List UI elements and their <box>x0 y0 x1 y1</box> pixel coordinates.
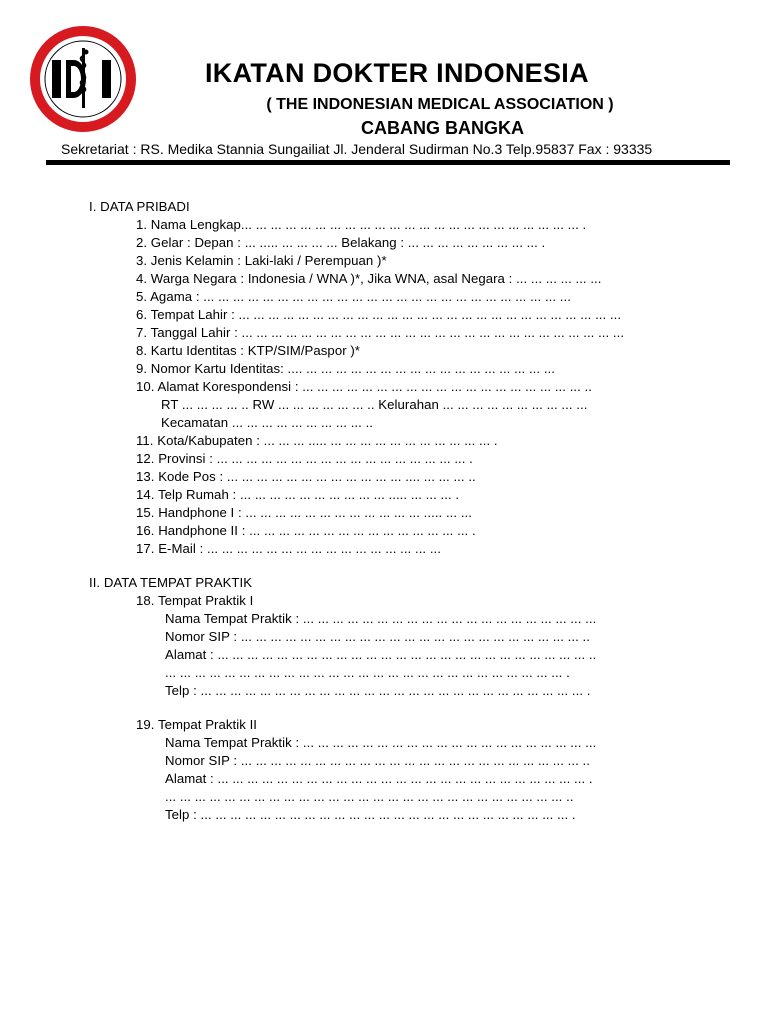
field-birth-place: 6. Tempat Lahir : ... ... ... ... ... ... ... ... ... ... ... ... ... ... ... ... ... ... ... ... ... ... ... ... ... ... <box>136 307 622 322</box>
practice-1-address-cont: ... ... ... ... ... ... ... ... ... ... ... ... ... ... ... ... ... ... ... ... ... ... ... ... ... ... ... . <box>165 665 570 680</box>
field-full-name: 1. Nama Lengkap... ... ... ... ... ... ... ... ... ... ... ... ... ... ... ... ... ... ... ... ... ... ... . <box>136 217 587 232</box>
practice-1-address: Alamat : ... ... ... ... ... ... ... ... ... ... ... ... ... ... ... ... ... ... ... ... ... ... ... ... ... .. <box>165 647 597 662</box>
field-address-rt-rw: RT ... ... ... ... .. RW ... ... ... ... ... ... .. Kelurahan ... ... ... ... ... ... ... ... ... ... <box>161 397 588 412</box>
field-id-number: 9. Nomor Kartu Identitas: .... ... ... ... ... ... ... ... ... ... ... ... ... ... ... ... ... ... <box>136 361 555 376</box>
field-handphone-1: 15. Handphone I : ... ... ... ... ... ... ... ... ... ... ... ... ..... ... ... <box>136 505 472 520</box>
section-title-personal-data: I. DATA PRIBADI <box>89 199 190 214</box>
field-id-card: 8. Kartu Identitas : KTP/SIM/Paspor )* <box>136 343 360 358</box>
practice-1-sip: Nomor SIP : ... ... ... ... ... ... ... ... ... ... ... ... ... ... ... ... ... ... ... ... ... ... ... .. <box>165 629 590 644</box>
practice-1-name: Nama Tempat Praktik : ... ... ... ... ... ... ... ... ... ... ... ... ... ... ... ... ... ... ... ... <box>165 611 597 626</box>
field-birth-date: 7. Tanggal Lahir : ... ... ... ... ... ... ... ... ... ... ... ... ... ... ... ... ... ... ... ... ... ... ... ... ... ... <box>136 325 625 340</box>
field-religion: 5. Agama : ... ... ... ... ... ... ... ... ... ... ... ... ... ... ... ... ... ... ... ... ... ... ... ... ... <box>136 289 571 304</box>
header-divider <box>46 160 730 165</box>
org-subtitle: ( THE INDONESIAN MEDICAL ASSOCIATION ) <box>266 96 614 113</box>
practice-1-heading: 18. Tempat Praktik I <box>136 593 254 608</box>
idi-logo <box>30 26 136 132</box>
org-branch: CABANG BANGKA <box>361 118 524 138</box>
practice-2-phone: Telp : ... ... ... ... ... ... ... ... ... ... ... ... ... ... ... ... ... ... ... ... ... ... ... ... ... . <box>165 807 576 822</box>
practice-2-address: Alamat : ... ... ... ... ... ... ... ... ... ... ... ... ... ... ... ... ... ... ... ... ... ... ... ... ... . <box>165 771 593 786</box>
field-gender: 3. Jenis Kelamin : Laki-laki / Perempuan )* <box>136 253 387 268</box>
field-city: 11. Kota/Kabupaten : ... ... ... ..... ... ... ... ... ... ... ... ... ... ... ... . <box>136 433 498 448</box>
practice-2-name: Nama Tempat Praktik : ... ... ... ... ... ... ... ... ... ... ... ... ... ... ... ... ... ... ... ... <box>165 735 597 750</box>
org-title: IKATAN DOKTER INDONESIA <box>205 58 589 88</box>
practice-2-address-cont: ... ... ... ... ... ... ... ... ... ... ... ... ... ... ... ... ... ... ... ... ... ... ... ... ... ... ... .. <box>165 789 574 804</box>
field-address: 10. Alamat Korespondensi : ... ... ... ... ... ... ... ... ... ... ... ... ... ... ... ... ... ... ... .. <box>136 379 592 394</box>
field-handphone-2: 16. Handphone II : ... ... ... ... ... ... ... ... ... ... ... ... ... ... ... . <box>136 523 476 538</box>
field-postal-code: 13. Kode Pos : ... ... ... ... ... ... ... ... ... ... ... ... .... ... ... ... .. <box>136 469 476 484</box>
field-home-phone: 14. Telp Rumah : ... ... ... ... ... ... ... ... ... ... ..... ... ... ... . <box>136 487 460 502</box>
practice-2-sip: Nomor SIP : ... ... ... ... ... ... ... ... ... ... ... ... ... ... ... ... ... ... ... ... ... ... ... .. <box>165 753 590 768</box>
secretariat-address: Sekretariat : RS. Medika Stannia Sungailiat Jl. Jenderal Sudirman No.3 Telp.95837 Fax : 93335 <box>61 141 653 157</box>
field-title: 2. Gelar : Depan : ... ..... ... ... ... ... Belakang : ... ... ... ... ... ... ... ... ... . <box>136 235 546 250</box>
field-nationality: 4. Warga Negara : Indonesia / WNA )*, Jika WNA, asal Negara : ... ... ... ... ... ... <box>136 271 602 286</box>
section-title-practice: II. DATA TEMPAT PRAKTIK <box>89 575 253 590</box>
field-email: 17. E-Mail : ... ... ... ... ... ... ... ... ... ... ... ... ... ... ... ... <box>136 541 441 556</box>
field-address-district: Kecamatan ... ... ... ... ... ... ... ... ... .. <box>161 415 374 430</box>
practice-2-heading: 19. Tempat Praktik II <box>136 717 258 732</box>
field-province: 12. Provinsi : ... ... ... ... ... ... ... ... ... ... ... ... ... ... ... ... ... . <box>136 451 473 466</box>
practice-1-phone: Telp : ... ... ... ... ... ... ... ... ... ... ... ... ... ... ... ... ... ... ... ... ... ... ... ... ... ... . <box>165 683 591 698</box>
